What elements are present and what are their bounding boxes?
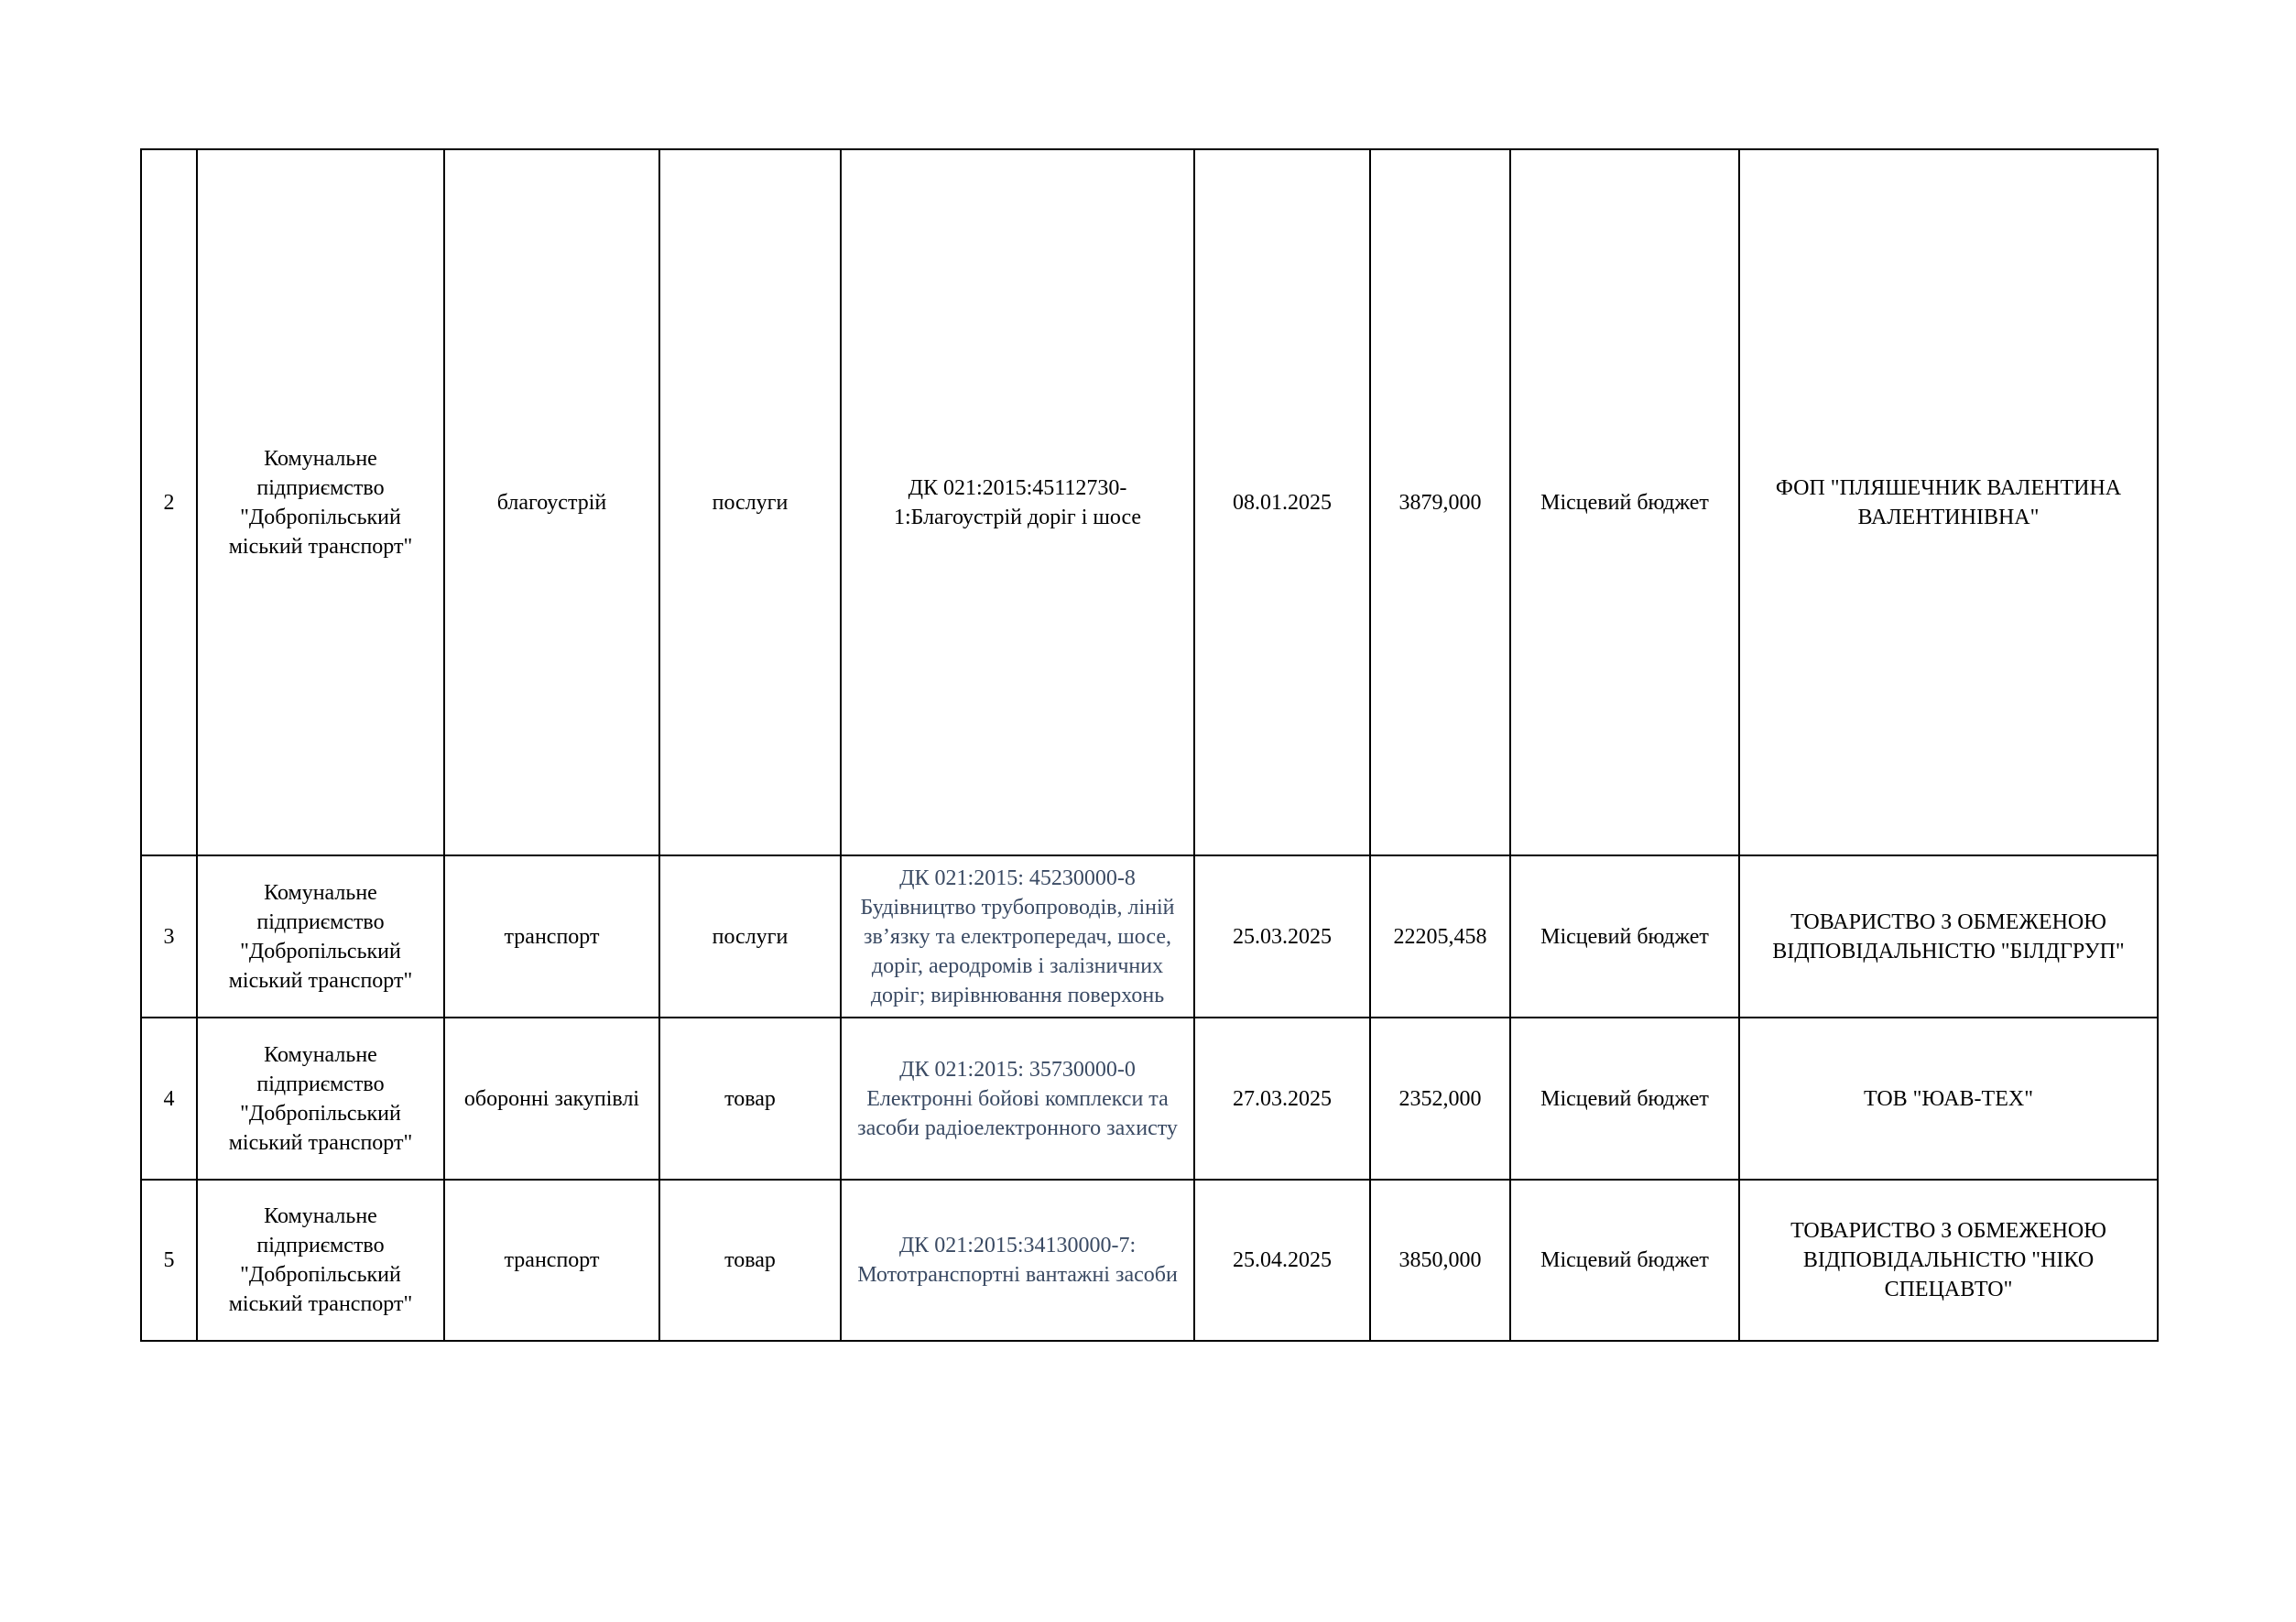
supplier-cell: ТОВ "ЮАВ-ТЕХ" [1739, 1018, 2158, 1180]
cpv-cell: ДК 021:2015:45112730-1:Благоустрій доріг і шосе [841, 149, 1194, 855]
category-cell: транспорт [444, 1180, 659, 1341]
category-cell: благоустрій [444, 149, 659, 855]
category-cell: транспорт [444, 855, 659, 1018]
supplier-cell: ТОВАРИСТВО З ОБМЕЖЕНОЮ ВІДПОВІДАЛЬНІСТЮ "НІКО СПЕЦАВТО" [1739, 1180, 2158, 1341]
customer-cell: Комунальне підприємство "Добропільський міський транспорт" [197, 855, 444, 1018]
supplier-cell: ФОП "ПЛЯШЕЧНИК ВАЛЕНТИНА ВАЛЕНТИНІВНА" [1739, 149, 2158, 855]
date-cell: 25.04.2025 [1194, 1180, 1370, 1341]
procurement-table [140, 148, 2159, 1342]
row-number-cell: 3 [141, 855, 197, 1018]
row-number-cell: 5 [141, 1180, 197, 1341]
date-cell: 25.03.2025 [1194, 855, 1370, 1018]
customer-cell: Комунальне підприємство "Добропільський міський транспорт" [197, 1180, 444, 1341]
customer-cell: Комунальне підприємство "Добропільський міський транспорт" [197, 1018, 444, 1180]
type-cell: товар [659, 1018, 841, 1180]
amount-cell: 2352,000 [1370, 1018, 1510, 1180]
amount-cell: 22205,458 [1370, 855, 1510, 1018]
row-number-cell: 2 [141, 149, 197, 855]
customer-cell: Комунальне підприємство "Добропільський міський транспорт" [197, 149, 444, 855]
row-number-cell: 4 [141, 1018, 197, 1180]
funding-cell: Місцевий бюджет [1510, 149, 1739, 855]
table-row [141, 855, 2158, 1018]
amount-cell: 3879,000 [1370, 149, 1510, 855]
type-cell: послуги [659, 149, 841, 855]
supplier-cell: ТОВАРИСТВО З ОБМЕЖЕНОЮ ВІДПОВІДАЛЬНІСТЮ "БІЛДГРУП" [1739, 855, 2158, 1018]
date-cell: 08.01.2025 [1194, 149, 1370, 855]
table-row [141, 1180, 2158, 1341]
table-row [141, 1018, 2158, 1180]
category-cell: оборонні закупівлі [444, 1018, 659, 1180]
amount-cell: 3850,000 [1370, 1180, 1510, 1341]
table-row [141, 149, 2158, 855]
cpv-clip-box [851, 857, 1184, 1017]
type-cell: послуги [659, 855, 841, 1018]
funding-cell: Місцевий бюджет [1510, 1180, 1739, 1341]
cpv-text: ДК 021:2015: 45230000-8 Будівництво трубопроводів, ліній зв’язку та електропередач, шосе, доріг, аеродромів і залізничних доріг; вирівнювання поверхонь [860, 865, 1175, 1007]
funding-cell: Місцевий бюджет [1510, 855, 1739, 1018]
cpv-cell: ДК 021:2015:34130000-7: Мототранспортні вантажні засоби [841, 1180, 1194, 1341]
type-cell: товар [659, 1180, 841, 1341]
funding-cell: Місцевий бюджет [1510, 1018, 1739, 1180]
cpv-cell: ДК 021:2015: 35730000-0 Електронні бойові комплекси та засоби радіоелектронного захисту [841, 1018, 1194, 1180]
date-cell: 27.03.2025 [1194, 1018, 1370, 1180]
cpv-cell [841, 855, 1194, 1018]
